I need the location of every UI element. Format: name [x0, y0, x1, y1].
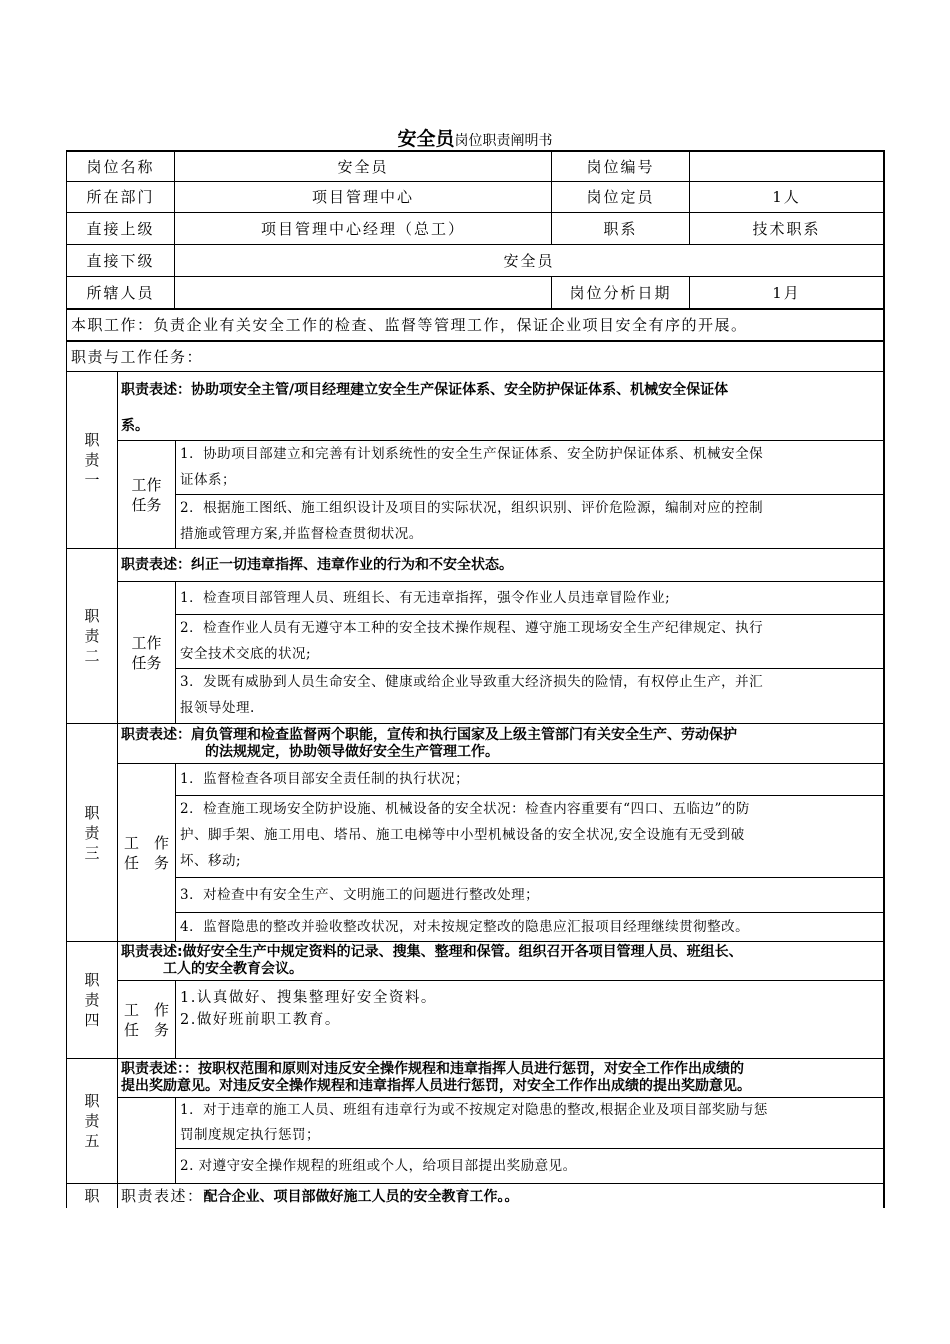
duty-desc-line: 职责表述:做好安全生产中规定资料的记录、搜集、整理和保管。组织召开各项目管理人员、班组长、 — [121, 944, 743, 960]
duty-label-char: 职 — [84, 1187, 100, 1205]
duty-5-task-2 — [176, 1149, 883, 1183]
row-line — [117, 980, 884, 981]
dept-value: 项目管理中心 — [311, 188, 414, 206]
duty-desc-line: 职责表述：肩负管理和检查监督两个职能，宣传和执行国家及上级主管部门有关安全生产、劳动保护 — [121, 727, 737, 743]
duty-5-label — [67, 1059, 117, 1183]
task-line: 1．协助项目部建立和完善有计划系统性的安全生产保证体系、安全防护保证体系、机械安全保 — [180, 446, 764, 462]
task-line: 2.做好班前职工教育。 — [180, 1012, 341, 1028]
staff-value — [175, 277, 551, 308]
duty-label-char: 五 — [84, 1132, 100, 1150]
duty-3-task-4 — [176, 913, 883, 941]
duty-2-description — [121, 549, 883, 581]
duty-label-char: 责 — [84, 627, 100, 645]
task-label-line: 工作 — [131, 475, 162, 494]
main-work: 本职工作：负责企业有关安全工作的检查、监督等管理工作，保证企业项目安全有序的开展。 — [71, 316, 748, 334]
date-label: 岗位分析日期 — [569, 283, 672, 302]
duty-desc-line: 系。 — [121, 418, 149, 434]
duty-label-char: 一 — [84, 471, 100, 489]
subordinate-value: 安全员 — [503, 251, 555, 270]
title-sub: 岗位职责阐明书 — [454, 133, 553, 149]
duty-separator — [66, 941, 884, 942]
superior-value: 项目管理中心经理（总工） — [260, 219, 465, 238]
duty-6-label — [67, 1184, 117, 1208]
task-line: 3．对检查中有安全生产、文明施工的问题进行整改处理； — [180, 887, 540, 903]
duty-label-char: 职 — [84, 1092, 100, 1110]
document-title — [0, 124, 950, 151]
duty-separator — [66, 723, 884, 724]
duty-label-char: 职 — [84, 607, 100, 625]
title-main: 安全员 — [397, 128, 455, 150]
duty-desc-line: 的法规规定，协助领导做好安全生产管理工作。 — [205, 744, 499, 760]
task-line: 2．检查作业人员有无遵守本工种的安全技术操作规程、遵守施工现场安全生产纪律规定、执行 — [180, 620, 764, 636]
task-line: 坏、移动; — [180, 853, 242, 869]
post-name-value: 安全员 — [337, 157, 389, 176]
task-label-line: 任 务 — [123, 853, 169, 872]
duty-separator — [66, 1058, 884, 1059]
task-line: 1．检查项目部管理人员、班组长、有无违章指挥，强令作业人员违章冒险作业; — [180, 590, 671, 606]
task-line: 证体系； — [180, 472, 236, 488]
duty-desc-line: 职责表述：协助项安全主管/项目经理建立安全生产保证体系、安全防护保证体系、机械安全保证体 — [121, 382, 729, 398]
duty-4-task-label — [118, 981, 175, 1058]
duty-3-task-3 — [176, 878, 883, 912]
task-line: 2．根据施工图纸、施工组织设计及项目的实际状况，组织识别、评价危险源，编制对应的控制 — [180, 500, 764, 516]
duty-4-tasks — [176, 987, 883, 1037]
task-line: 3．发既有威胁到人员生命安全、健康或给企业导致重大经济损失的险情，有权停止生产，并汇 — [180, 674, 764, 690]
duty-1-task-1 — [176, 441, 883, 493]
duty-5-description — [121, 1061, 883, 1097]
task-label-line: 任务 — [131, 495, 162, 514]
duty-1-description — [121, 372, 883, 440]
quota-value: 1人 — [772, 188, 801, 206]
duty-1-task-label — [118, 441, 175, 548]
duty-label-char: 责 — [84, 823, 100, 842]
task-line: 2. 对遵守安全操作规程的班组或个人，给项目部提出奖励意见。 — [180, 1158, 577, 1174]
duty-2-task-1 — [176, 582, 883, 614]
task-line: 罚制度规定执行惩罚； — [180, 1127, 320, 1143]
duty-label-char: 责 — [84, 1112, 100, 1130]
duty-2-task-label — [118, 582, 175, 723]
task-line: 安全技术交底的状况; — [180, 646, 312, 662]
duty-2-task-3 — [176, 669, 883, 723]
post-name-label: 岗位名称 — [86, 157, 155, 176]
task-line: 2．检查施工现场安全防护设施、机械设备的安全状况：检查内容重要有“四口、五临边”的防 — [180, 801, 750, 817]
duty-1-task-2 — [176, 495, 883, 548]
staff-label: 所辖人员 — [86, 283, 155, 302]
section-heading: 职责与工作任务： — [71, 347, 204, 366]
duty-label-char: 职 — [84, 803, 100, 822]
duty-label-char: 职 — [84, 971, 100, 989]
duty-label-char: 责 — [84, 991, 100, 1009]
duty-2-task-2 — [176, 615, 883, 668]
duty-3-task-label — [118, 764, 175, 941]
duty-4-description — [121, 944, 883, 980]
duty-desc-prefix: 职责表述： — [121, 1187, 204, 1205]
post-no-value — [690, 152, 883, 181]
duty-desc-line: 工人的安全教育会议。 — [163, 961, 303, 977]
task-line: 4．监督隐患的整改并验收整改状况，对未按规定整改的隐患应汇报项目经理继续贯彻整改。 — [180, 919, 750, 935]
duty-6-description — [121, 1184, 883, 1208]
duty-4-label — [67, 942, 117, 1058]
duty-3-task-1 — [176, 764, 883, 795]
duty-desc-line: 职责表述：纠正一切违章指挥、违章作业的行为和不安全状态。 — [121, 557, 513, 573]
duty-5-task-1 — [176, 1098, 883, 1148]
post-no-label: 岗位编号 — [586, 157, 655, 176]
duty-label-char: 四 — [84, 1011, 100, 1029]
task-label-line: 工 作 — [123, 833, 169, 852]
series-label: 职系 — [603, 219, 638, 238]
subordinate-label: 直接下级 — [86, 251, 155, 270]
task-line: 1．对于违章的施工人员、班组有违章行为或不按规定对隐患的整改,根据企业及项目部奖励与惩 — [180, 1102, 768, 1118]
duty-label-char: 责 — [84, 451, 100, 469]
dept-label: 所在部门 — [86, 188, 155, 206]
task-line: 1.认真做好、搜集整理好安全资料。 — [180, 990, 437, 1006]
duty-desc-line: 提出奖励意见。对违反安全操作规程和违章指挥人员进行惩罚，对安全工作作出成绩的提出奖励意见。 — [121, 1078, 751, 1094]
duty-3-label — [67, 724, 117, 941]
superior-label: 直接上级 — [86, 219, 155, 238]
task-label-line: 工作 — [131, 633, 162, 652]
date-value: 1月 — [772, 283, 801, 302]
task-label-line: 工 作 — [123, 1000, 169, 1019]
duty-2-label — [67, 549, 117, 723]
duty-1-label — [67, 372, 117, 548]
duty-desc-line: 职责表述：：按职权范围和原则对违反安全操作规程和违章指挥人员进行惩罚，对安全工作作出成绩的 — [121, 1061, 744, 1077]
duty-3-description — [121, 727, 883, 763]
task-line: 报领导处理. — [180, 700, 255, 716]
task-line: 护、脚手架、施工用电、塔吊、施工电梯等中小型机械设备的安全状况,安全设施有无受到破 — [180, 827, 745, 843]
quota-label: 岗位定员 — [586, 188, 655, 206]
series-value: 技术职系 — [752, 219, 821, 238]
duty-desc-line: 配合企业、项目部做好施工人员的安全教育工作。。 — [203, 1189, 519, 1205]
task-line: 1．监督检查各项目部安全责任制的执行状况； — [180, 771, 470, 787]
duty-label-char: 二 — [84, 647, 100, 665]
duty-3-task-2 — [176, 796, 883, 876]
duty-label-char: 职 — [84, 431, 100, 449]
duty-label-char: 三 — [84, 843, 100, 862]
task-label-line: 任 务 — [123, 1020, 169, 1039]
task-label-line: 任务 — [131, 653, 162, 672]
task-line: 措施或管理方案,并监督检查贯彻状况。 — [180, 526, 423, 542]
